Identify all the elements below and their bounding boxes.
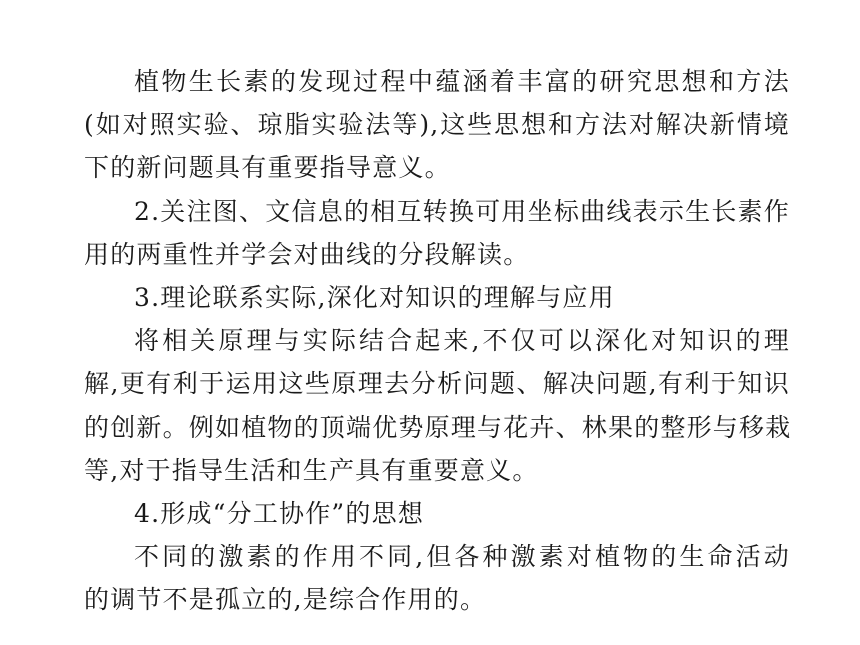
text-line: 等,对于指导生活和生产具有重要意义。	[84, 455, 539, 485]
text-line: 的调节不是孤立的,是综合作用的。	[84, 585, 487, 615]
text-line: 将相关原理与实际结合起来,不仅可以深化对知识的理	[134, 326, 790, 356]
text-line: 用的两重性并学会对曲线的分段解读。	[84, 239, 530, 269]
text-line: 植物生长素的发现过程中蕴涵着丰富的研究思想和方法	[134, 67, 790, 96]
paragraph-hormone-cooperation	[84, 535, 790, 621]
text-line: 3.理论联系实际,深化对知识的理解与应用	[134, 283, 615, 313]
text-line: 4.形成“分工协作”的思想	[134, 499, 425, 529]
document-page	[84, 60, 790, 622]
paragraph-point-3-heading	[84, 276, 790, 319]
paragraph-methods	[84, 60, 790, 190]
text-line: 2.关注图、文信息的相互转换可用坐标曲线表示生长素作	[134, 196, 790, 226]
text-line: 解,更有利于运用这些原理去分析问题、解决问题,有利于知识	[84, 369, 790, 399]
text-line: (如对照实验、琼脂实验法等),这些思想和方法对解决新情境	[84, 110, 790, 140]
paragraph-theory-practice	[84, 319, 790, 492]
text-line: 下的新问题具有重要指导意义。	[84, 153, 451, 183]
text-line: 的创新。例如植物的顶端优势原理与花卉、林果的整形与移栽	[84, 412, 792, 442]
text-line: 不同的激素的作用不同,但各种激素对植物的生命活动	[134, 542, 790, 572]
paragraph-point-4-heading	[84, 492, 790, 535]
paragraph-point-2	[84, 190, 790, 276]
